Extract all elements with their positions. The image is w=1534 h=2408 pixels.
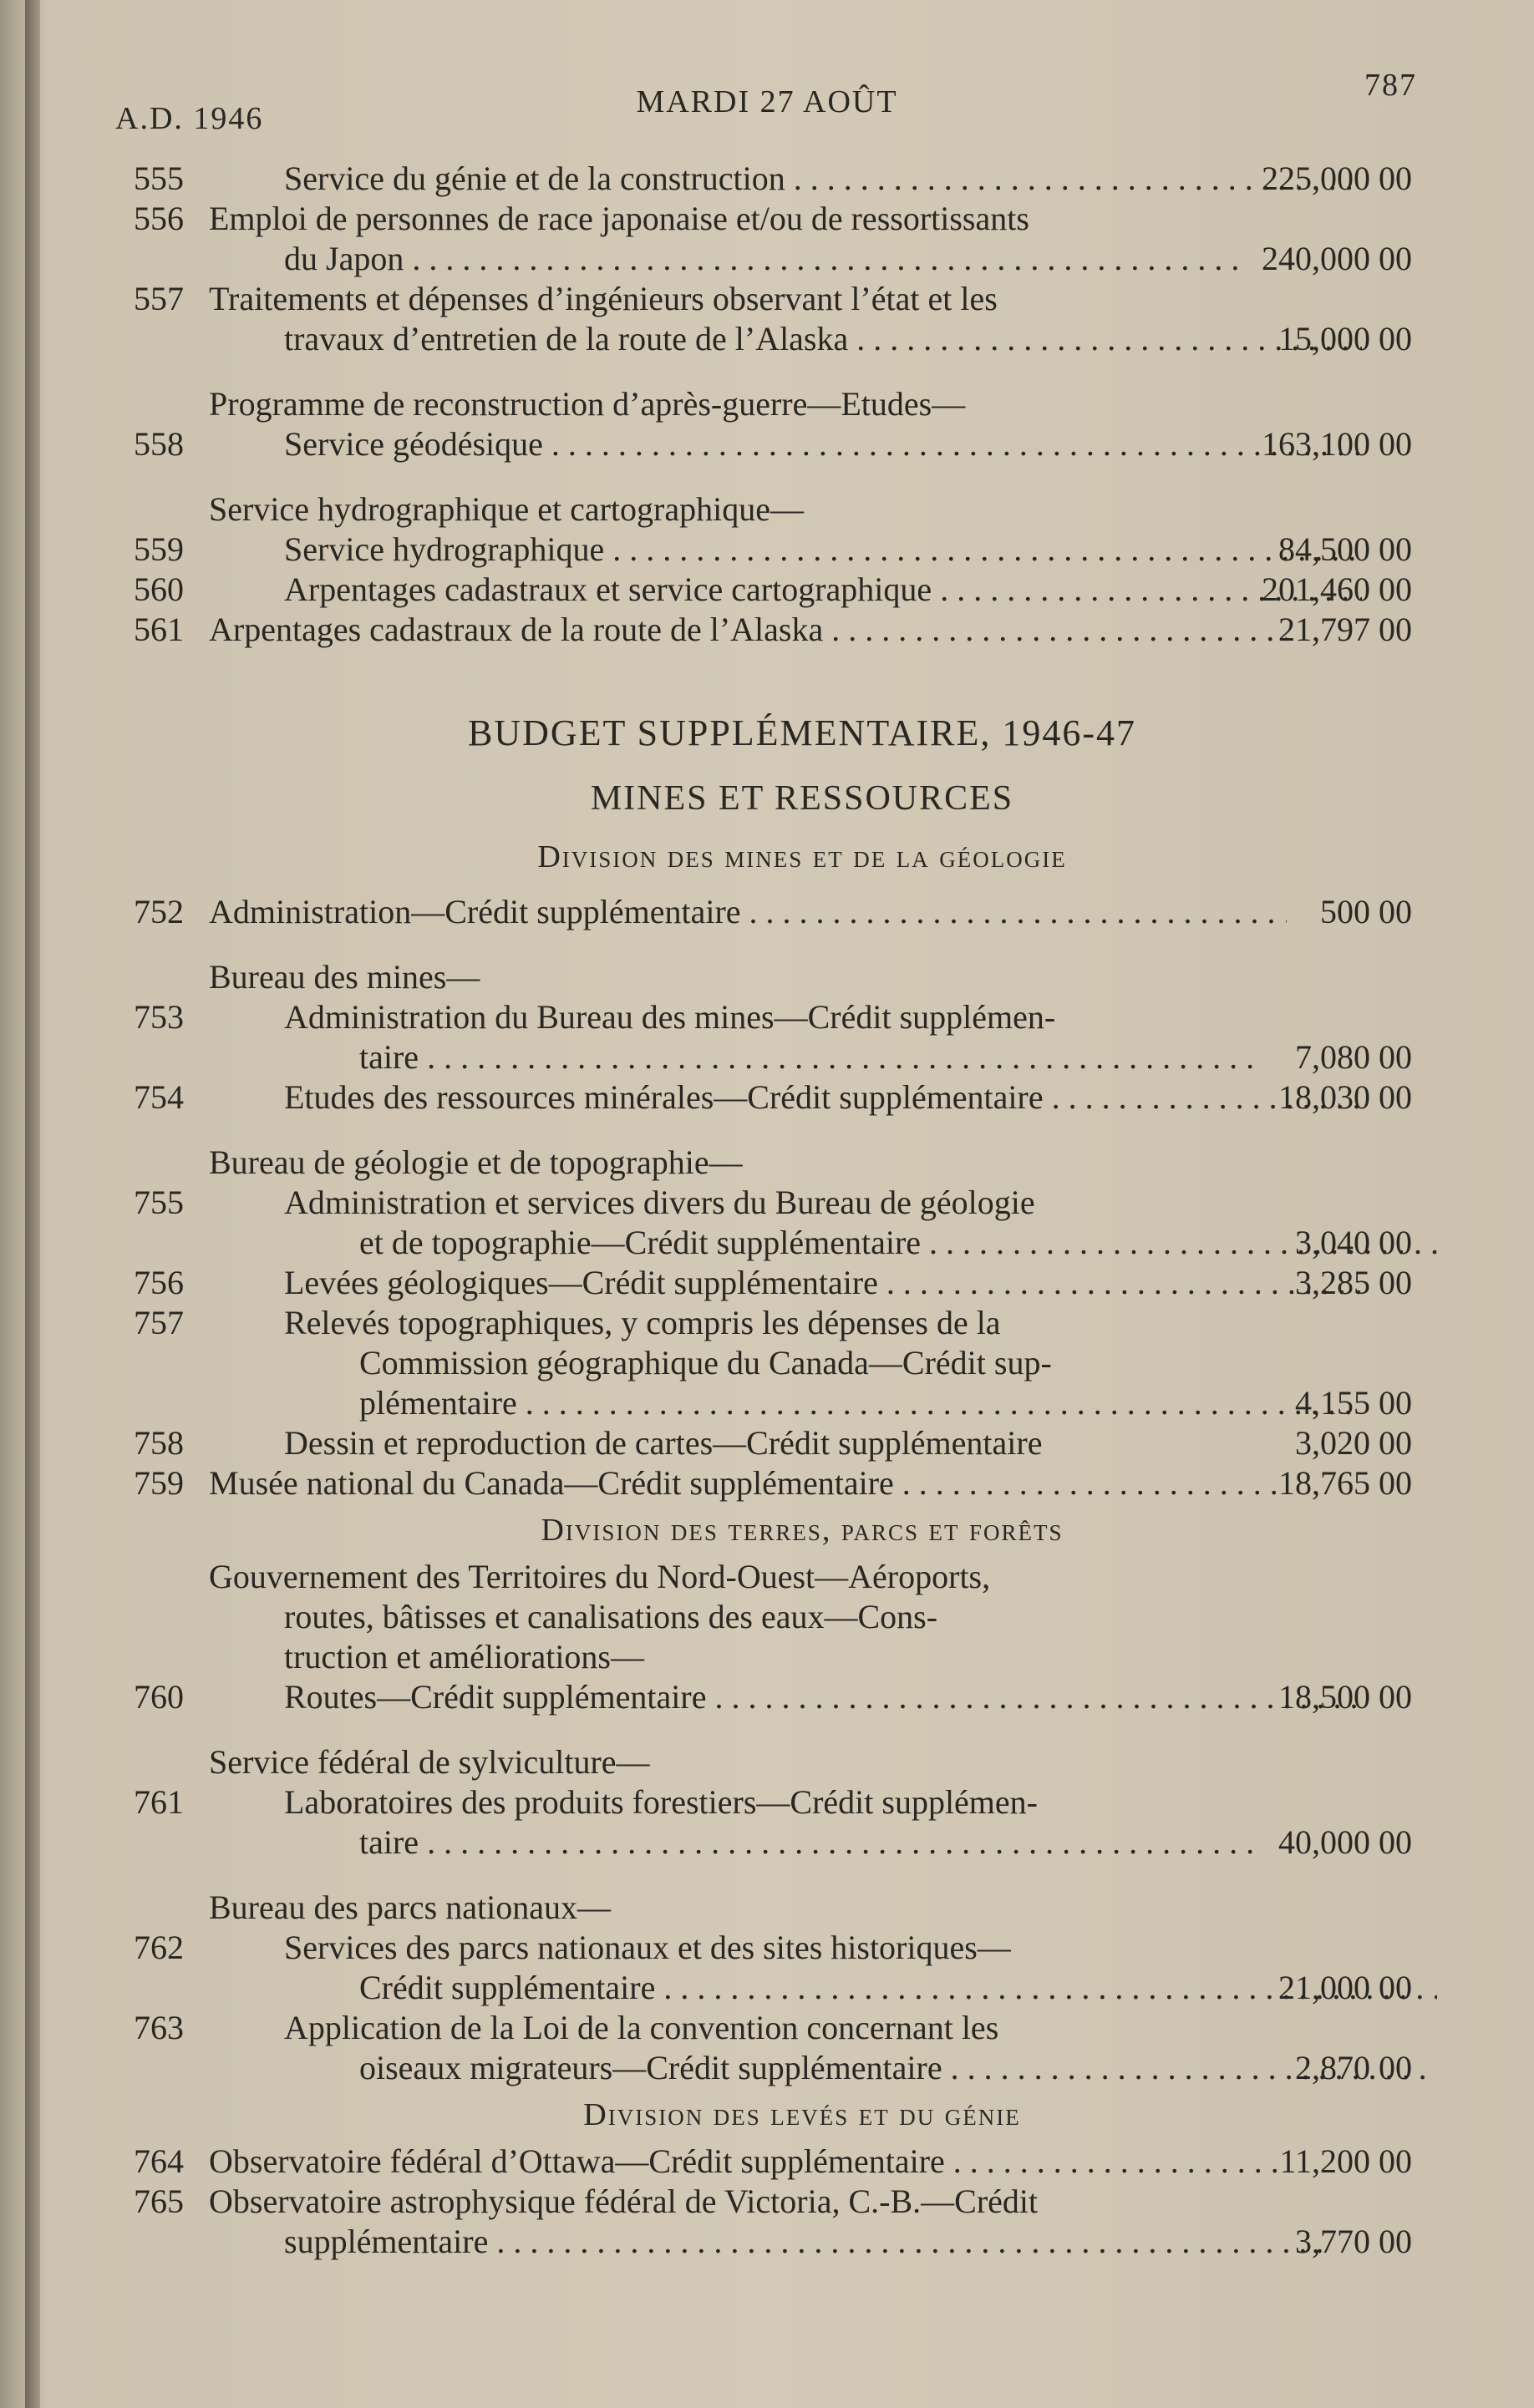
item-description: Routes—Crédit supplémentaire (284, 1678, 707, 1716)
group-sylviculture: Service fédéral de sylviculture— (209, 1743, 650, 1781)
item-description-cont: taire (359, 1038, 419, 1076)
item-756 (134, 1263, 1471, 1303)
item-number: 763 (134, 2009, 184, 2046)
item-description: Observatoire fédéral d’Ottawa—Crédit supplémentaire (209, 2142, 945, 2180)
item-757 (134, 1303, 1471, 1343)
item-description: Services des parcs nationaux et des sites historiques— (284, 1929, 1011, 1966)
item-description: Laboratoires des produits forestiers—Crédit supplémen- (284, 1783, 1038, 1821)
item-561 (134, 610, 1471, 650)
item-description-cont: Commission géographique du Canada—Crédit sup- (359, 1344, 1052, 1381)
item-description: Arpentages cadastraux et service cartographique (284, 570, 932, 608)
item-amount: 21,000 00 (1278, 1969, 1412, 2006)
group-heading-cont (134, 1597, 1471, 1637)
item-amount: 18,030 00 (1278, 1078, 1412, 1116)
item-description-cont: Crédit supplémentaire (359, 1969, 656, 2006)
group-heading (134, 1888, 1471, 1928)
item-754 (134, 1077, 1471, 1118)
item-number: 560 (134, 570, 184, 608)
group-parcs: Bureau des parcs nationaux— (209, 1888, 611, 1926)
item-number: 752 (134, 893, 184, 930)
item-amount: 11,200 00 (1279, 2142, 1412, 2180)
group-bureau-geologie: Bureau de géologie et de topographie— (209, 1143, 743, 1181)
item-560 (134, 570, 1471, 610)
item-description-cont: plémentaire (359, 1384, 517, 1422)
item-753-cont (134, 1037, 1471, 1077)
group-nwt-line3: truction et améliorations— (284, 1638, 644, 1675)
item-description: Service géodésique (284, 425, 543, 463)
item-amount: 4,155 00 (1295, 1384, 1412, 1422)
group-heading (134, 1557, 1471, 1597)
item-amount: 3,020 00 (1295, 1424, 1412, 1462)
item-number: 760 (134, 1678, 184, 1716)
item-amount: 18,500 00 (1278, 1678, 1412, 1716)
item-758 (134, 1423, 1471, 1463)
item-description: Observatoire astrophysique fédéral de Victoria, C.-B.—Crédit (209, 2182, 1039, 2220)
item-description: Traitements et dépenses d’ingénieurs observant l’état et les (209, 280, 998, 317)
item-description: Administration du Bureau des mines—Crédit supplémen- (284, 998, 1056, 1036)
item-amount: 3,285 00 (1295, 1264, 1412, 1301)
leader-dots (419, 1823, 1254, 1861)
item-amount: 40,000 00 (1278, 1823, 1412, 1861)
item-description: Emploi de personnes de race japonaise et/ou de ressortissants (209, 200, 1029, 237)
item-number: 555 (134, 160, 184, 197)
item-765 (134, 2182, 1471, 2222)
header-date: MARDI 27 AOÛT (636, 84, 898, 119)
item-757-cont (134, 1343, 1471, 1383)
item-number: 753 (134, 998, 184, 1036)
item-description: Musée national du Canada—Crédit supplémentaire (209, 1464, 894, 1502)
item-description-cont: travaux d’entretien de la route de l’Alaska (284, 320, 849, 357)
item-description: Service hydrographique (284, 530, 605, 568)
item-757-cont2 (134, 1383, 1471, 1423)
item-amount: 15,000 00 (1278, 320, 1412, 357)
item-number: 561 (134, 611, 184, 648)
group-heading (134, 1143, 1471, 1183)
group-reconstruction: Programme de reconstruction d’après-guerre—Etudes— (209, 385, 966, 423)
item-760 (134, 1677, 1471, 1717)
group-nwt-line1: Gouvernement des Territoires du Nord-Ouest—Aéroports, (209, 1558, 991, 1595)
group-bureau-mines: Bureau des mines— (209, 958, 480, 996)
item-description-cont: supplémentaire (284, 2223, 489, 2260)
item-number: 559 (134, 530, 184, 568)
item-description: Application de la Loi de la convention concernant les (284, 2009, 999, 2046)
item-number: 759 (134, 1464, 184, 1502)
item-764 (134, 2142, 1471, 2182)
item-amount: 18,765 00 (1278, 1464, 1412, 1502)
division-leves-title: Division des levés et du génie (583, 2097, 1021, 2132)
group-heading (134, 384, 1471, 424)
item-amount: 84,500 00 (1278, 530, 1412, 568)
item-description: Arpentages cadastraux de la route de l’Alaska (209, 611, 824, 648)
item-amount: 163,100 00 (1262, 425, 1412, 463)
item-description: Levées géologiques—Crédit supplémentaire (284, 1264, 878, 1301)
item-557 (134, 279, 1471, 319)
department-title: MINES ET RESSOURCES (590, 779, 1014, 818)
item-number: 762 (134, 1929, 184, 1966)
division-mines-title: Division des mines et de la géologie (537, 839, 1067, 874)
item-763-cont (134, 2048, 1471, 2088)
page-number: 787 (1364, 68, 1417, 103)
item-752 (134, 892, 1471, 932)
leader-dots (419, 1038, 1254, 1076)
item-description: Etudes des ressources minérales—Crédit supplémentaire (284, 1078, 1044, 1116)
item-753 (134, 997, 1471, 1037)
header-year: A.D. 1946 (115, 101, 264, 136)
page-header (0, 68, 1534, 138)
item-number: 556 (134, 200, 184, 237)
item-amount: 7,080 00 (1295, 1038, 1412, 1076)
book-spine (25, 0, 40, 2408)
item-559 (134, 530, 1471, 570)
item-755 (134, 1183, 1471, 1223)
item-description-cont: du Japon (284, 240, 404, 277)
item-number: 761 (134, 1783, 184, 1821)
item-number: 758 (134, 1424, 184, 1462)
item-763 (134, 2008, 1471, 2048)
item-description: Relevés topographiques, y compris les dépenses de la (284, 1304, 1001, 1341)
leader-dots (404, 240, 1239, 277)
item-amount: 3,770 00 (1295, 2223, 1412, 2260)
item-amount: 201,460 00 (1262, 570, 1412, 608)
item-761 (134, 1782, 1471, 1822)
item-556 (134, 199, 1471, 239)
item-amount: 3,040 00 (1295, 1224, 1412, 1261)
item-555 (134, 159, 1471, 199)
budget-title: BUDGET SUPPLÉMENTAIRE, 1946-47 (467, 712, 1136, 753)
item-765-cont (134, 2222, 1471, 2262)
item-description-cont: taire (359, 1823, 419, 1861)
item-number: 764 (134, 2142, 184, 2180)
item-557-cont (134, 319, 1471, 359)
division-terres-title: Division des terres, parcs et forêts (541, 1513, 1064, 1548)
item-description: Administration—Crédit supplémentaire (209, 893, 741, 930)
item-description-cont: et de topographie—Crédit supplémentaire (359, 1224, 922, 1261)
item-number: 754 (134, 1078, 184, 1116)
item-number: 755 (134, 1184, 184, 1221)
group-heading-cont (134, 1637, 1471, 1677)
item-755-cont (134, 1223, 1471, 1263)
item-762 (134, 1928, 1471, 1968)
item-amount: 500 00 (1320, 893, 1412, 930)
item-amount: 21,797 00 (1278, 611, 1412, 648)
group-heading (134, 1742, 1471, 1782)
item-amount: 2,870 00 (1295, 2049, 1412, 2086)
item-761-cont (134, 1822, 1471, 1863)
item-556-cont (134, 239, 1471, 279)
item-558 (134, 424, 1471, 464)
group-heading (134, 957, 1471, 997)
item-number: 558 (134, 425, 184, 463)
item-description-cont: oiseaux migrateurs—Crédit supplémentaire (359, 2049, 942, 2086)
item-759 (134, 1463, 1471, 1503)
group-hydro: Service hydrographique et cartographique— (209, 490, 804, 528)
item-number: 756 (134, 1264, 184, 1301)
group-nwt-line2: routes, bâtisses et canalisations des eaux—Cons- (284, 1598, 938, 1635)
item-description: Dessin et reproduction de cartes—Crédit supplémentaire (284, 1424, 1043, 1462)
document-body (134, 159, 1471, 2262)
group-heading (134, 489, 1471, 530)
item-amount: 240,000 00 (1262, 240, 1412, 277)
item-number: 765 (134, 2182, 184, 2220)
item-amount: 225,000 00 (1262, 160, 1412, 197)
item-762-cont (134, 1968, 1471, 2008)
item-number: 557 (134, 280, 184, 317)
item-number: 757 (134, 1304, 184, 1341)
item-description: Administration et services divers du Bureau de géologie (284, 1184, 1035, 1221)
item-description: Service du génie et de la construction (284, 160, 785, 197)
